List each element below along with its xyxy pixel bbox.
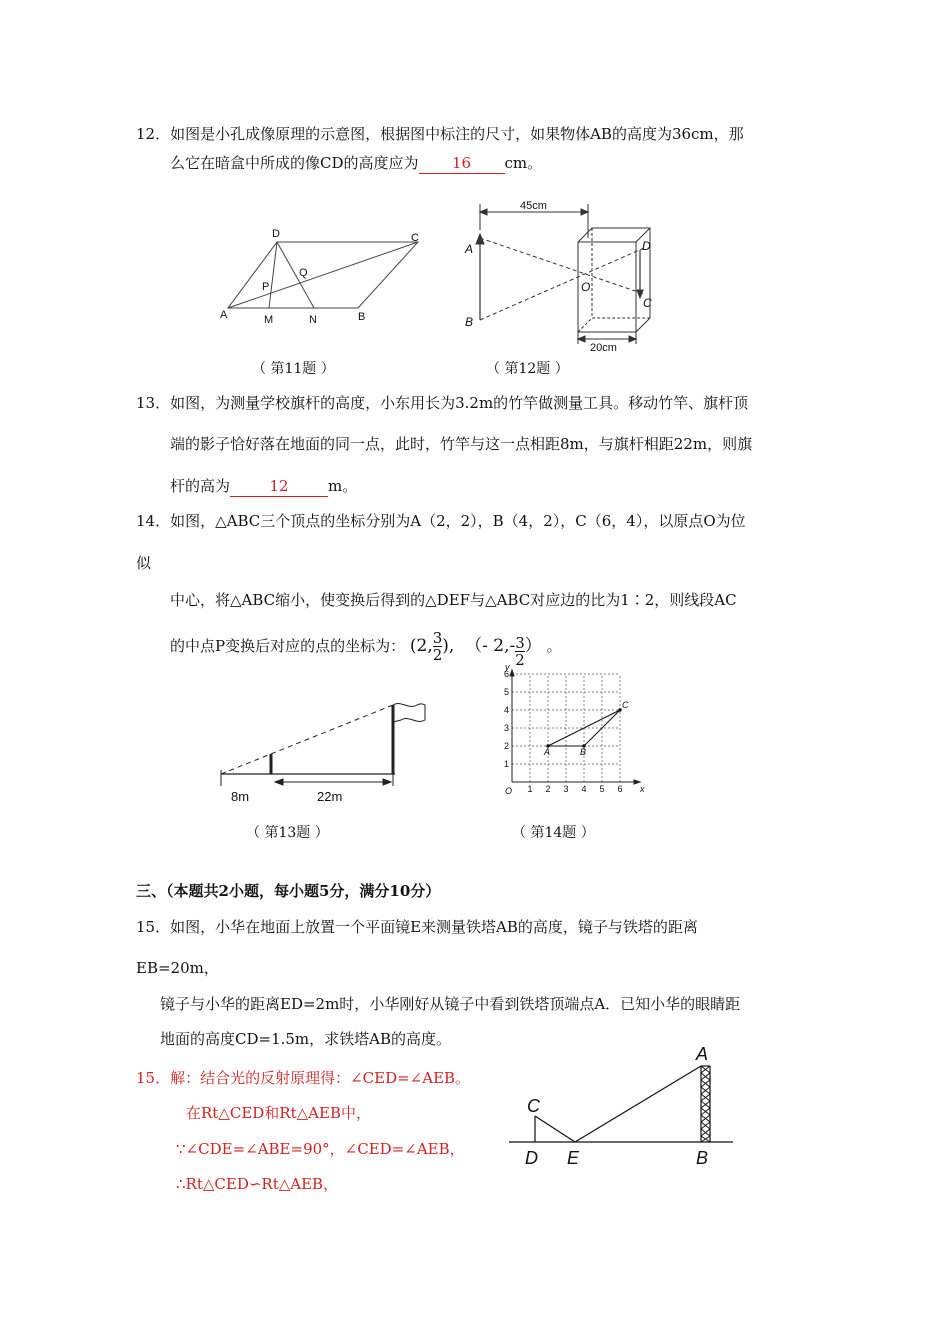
q14-ans1-num: 3 (432, 629, 443, 647)
sight-line (221, 705, 393, 774)
fig15-label-d: D (525, 1148, 538, 1168)
sol15-line4: ∴Rt△CED∽Rt△AEB， (176, 1175, 339, 1193)
q12-line2 (170, 153, 542, 174)
fig14-axis-x: x (640, 784, 645, 794)
q14-ans1-close: ), (442, 636, 455, 656)
q14-ans1-den: 2 (432, 646, 443, 664)
q14-ans2-num: 3 (515, 633, 525, 652)
q13-line3-suffix: m。 (328, 477, 358, 495)
q14-line1b: 似 (136, 554, 152, 572)
fig12-label-c: C (643, 296, 652, 310)
flag (393, 704, 425, 722)
fig11-caption: （ 第11题 ） (252, 361, 335, 377)
fig12-label-a: A (465, 242, 474, 256)
q12-line2-suffix: cm。 (504, 154, 543, 172)
x-tick-label: 6 (617, 784, 623, 794)
fig11-label-m: M (264, 314, 274, 326)
point-label-c: C (622, 700, 629, 710)
fig13-caption: （ 第13题 ） (246, 825, 329, 841)
y-tick-label: 6 (504, 669, 510, 679)
fig12-label-b: B (465, 315, 474, 329)
fig14-axis-y: y (505, 662, 510, 672)
q15-line3: 地面的高度CD=1.5m，求铁塔AB的高度。 (160, 1030, 452, 1048)
fig15-label-e: E (567, 1148, 580, 1168)
q12-answer: 16 (419, 153, 505, 174)
y-tick-label: 1 (504, 759, 510, 769)
segment-dn (277, 242, 314, 308)
q13-line3 (170, 476, 357, 497)
x-tick-label: 5 (599, 784, 605, 794)
point-c (619, 709, 621, 711)
q14-line3-prefix: 的中点P变换后对应的点的坐标为： (170, 637, 406, 655)
q14-line3-end: 。 (546, 637, 562, 655)
fig13-dim-22m: 22m (317, 789, 343, 804)
q14-line1: 14．如图，△ABC三个顶点的坐标分别为A（2，2），B（4，2），C（6，4），以原点O为位 (136, 512, 746, 530)
fig11-label-a: A (220, 309, 228, 321)
q14-ans2-den: 2 (515, 650, 525, 669)
sol15-line3: ∵∠CDE=∠ABE=90°，∠CED=∠AEB， (176, 1140, 465, 1158)
fig13-dim-8m: 8m (231, 789, 250, 804)
fig14-caption: （ 第14题 ） (512, 825, 595, 841)
q15-line1b: EB=20m， (136, 959, 219, 977)
q12-line2-prefix: 么它在暗盒中所成的像CD的高度应为 (170, 154, 419, 172)
figure-12 (460, 198, 670, 353)
x-tick-label: 1 (527, 784, 533, 794)
q12-line1: 12．如图是小孔成像原理的示意图，根据图中标注的尺寸，如果物体AB的高度为36cm，那 (136, 125, 744, 143)
y-tick-label: 4 (504, 705, 510, 715)
q14-answer-2 (465, 633, 542, 669)
fig12-dim-20cm: 20cm (590, 342, 617, 354)
point-label-b: B (580, 747, 587, 757)
ray-ea (575, 1066, 701, 1142)
fig12-label-d: D (642, 239, 651, 253)
q13-line2: 端的影子恰好落在地面的同一点，此时，竹竿与这一点相距8m，与旗杆相距22m，则旗 (170, 435, 753, 453)
figure-13 (215, 700, 435, 810)
figure-15 (505, 1042, 740, 1172)
q15-line1: 15．如图，小华在地面上放置一个平面镜E来测量铁塔AB的高度，镜子与铁塔的距离 (136, 918, 698, 936)
fig11-label-d: D (272, 228, 280, 240)
fig15-label-c: C (527, 1096, 540, 1116)
x-tick-label: 2 (545, 784, 551, 794)
fig11-label-c: C (411, 232, 419, 244)
fig15-label-b: B (696, 1148, 709, 1168)
fig12-caption: （ 第12题 ） (486, 361, 569, 377)
figure-14 (500, 664, 650, 800)
q14-line3 (170, 626, 562, 669)
y-tick-label: 3 (504, 723, 510, 733)
fig11-label-p: P (262, 281, 270, 293)
q14-ans2-close: ） (524, 636, 542, 656)
fig11-label-n: N (309, 314, 317, 326)
section3-heading: 三、（本题共2小题，每小题5分，满分10分） (136, 882, 441, 900)
figure-11 (210, 220, 440, 330)
fig14-origin: O (505, 786, 513, 796)
fig15-label-a: A (696, 1044, 709, 1064)
tower-ab (701, 1066, 710, 1142)
fig11-label-q: Q (299, 267, 308, 279)
q14-ans2-open: （- 2,- (465, 636, 516, 656)
fig12-dim-45cm: 45cm (520, 200, 547, 212)
q15-line2: 镜子与小华的距离ED=2m时，小华刚好从镜子中看到铁塔顶端点A．已知小华的眼睛距 (160, 995, 741, 1013)
x-tick-label: 4 (581, 784, 587, 794)
x-tick-label: 3 (563, 784, 569, 794)
q13-line3-prefix: 杆的高为 (170, 477, 231, 495)
fig11-label-b: B (358, 311, 366, 323)
point-label-a: A (544, 747, 551, 757)
q14-line2: 中心，将△ABC缩小，使变换后得到的△DEF与△ABC对应边的比为1∶2，则线段AC (170, 591, 737, 609)
ray-ce (535, 1116, 575, 1142)
q14-answer-1 (409, 629, 455, 664)
q14-ans1-open: (2, (409, 636, 433, 656)
q13-line1: 13．如图，为测量学校旗杆的高度，小东用长为3.2m的竹竿做测量工具。移动竹竿、旗杆顶 (136, 394, 749, 412)
q13-answer: 12 (230, 476, 328, 497)
y-tick-label: 5 (504, 687, 510, 697)
fig12-label-o: O (581, 280, 591, 294)
y-tick-label: 2 (504, 741, 510, 751)
segment-ac (228, 242, 418, 308)
sol15-line2: 在Rt△CED和Rt△AEB中， (186, 1104, 371, 1122)
sol15-line1: 15．解：结合光的反射原理得：∠CED=∠AEB。 (136, 1069, 471, 1087)
